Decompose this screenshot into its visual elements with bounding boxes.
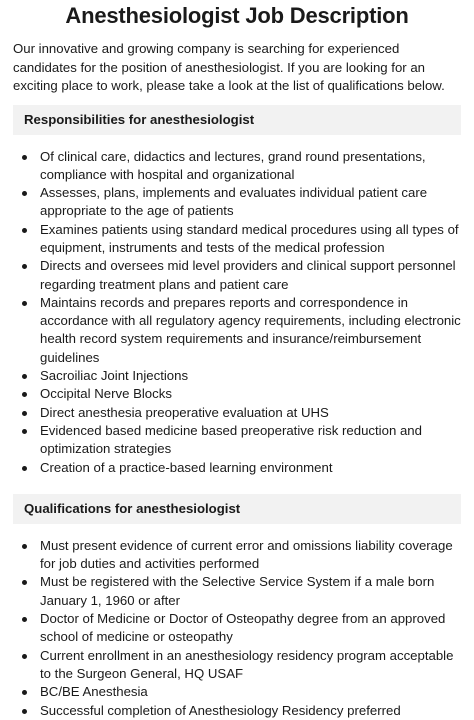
- list-item-text: Doctor of Medicine or Doctor of Osteopathy degree from an approved school of medicine or osteopathy: [40, 611, 446, 645]
- page-title: Anesthesiologist Job Description: [65, 3, 409, 28]
- bullet-icon: [22, 411, 27, 416]
- bullet-icon: [22, 580, 27, 585]
- list-item-text: Must be registered with the Selective Service System if a male born January 1, 1960 or after: [40, 574, 435, 608]
- responsibilities-heading: Responsibilities for anesthesiologist: [24, 112, 255, 127]
- qualifications-heading: Qualifications for anesthesiologist: [24, 501, 241, 517]
- list-item: [13, 257, 461, 294]
- list-item: [13, 537, 461, 574]
- responsibilities-header: [13, 105, 461, 135]
- bullet-icon: [22, 191, 27, 196]
- list-item-text: Sacroiliac Joint Injections: [40, 368, 189, 384]
- bullet-icon: [22, 654, 27, 659]
- bullet-icon: [22, 709, 27, 714]
- list-item-text: Creation of a practice-based learning environment: [40, 459, 333, 475]
- list-item: [13, 573, 461, 610]
- list-item: [13, 385, 461, 403]
- bullet-icon: [22, 155, 27, 160]
- list-item: [13, 294, 461, 367]
- list-item-text: Must present evidence of current error and omissions liability coverage for job duties and activities performed: [40, 537, 453, 572]
- list-item-text: Current enrollment in an anesthesiology residency program acceptable to the Surgeon General, HQ USAF: [40, 647, 454, 681]
- section-divider: [13, 477, 461, 485]
- qualifications-list: [13, 537, 461, 720]
- bullet-icon: [22, 264, 27, 269]
- list-item: [13, 148, 461, 185]
- list-item: [13, 683, 461, 701]
- bullet-icon: [22, 228, 27, 233]
- list-item: [13, 221, 461, 258]
- list-item-text: Occipital Nerve Blocks: [40, 386, 172, 402]
- list-item: [13, 647, 461, 684]
- bullet-icon: [22, 429, 27, 434]
- list-item: [13, 422, 461, 459]
- list-item-text: Direct anesthesia preoperative evaluation at UHS: [40, 404, 329, 420]
- bullet-icon: [22, 374, 27, 379]
- list-item: [13, 459, 461, 477]
- bullet-icon: [22, 466, 27, 471]
- bullet-icon: [22, 392, 27, 397]
- bullet-icon: [22, 544, 27, 549]
- list-item-text: Examines patients using standard medical procedures using all types of equipment, instruments and tests of the medical profession: [40, 221, 459, 255]
- list-item-text: Of clinical care, didactics and lectures, grand round presentations, compliance with hospital and organizational: [40, 148, 426, 182]
- list-item: [13, 367, 461, 385]
- list-item: [13, 610, 461, 647]
- bullet-icon: [22, 690, 27, 695]
- intro-paragraph: Our innovative and growing company is searching for experienced candidates for the position of anesthesiologist. If you are looking for an exciting place to work, please take a look at the list of qualifications below.: [13, 41, 445, 93]
- list-item-text: Successful completion of Anesthesiology Residency preferred: [40, 702, 401, 718]
- list-item-text: Maintains records and prepares reports and correspondence in accordance with all regulatory agency requirements, including electronic health record system requirements and insurance/reimbursement guidelines: [40, 294, 461, 365]
- list-item-text: Assesses, plans, implements and evaluates individual patient care appropriate to the age of patients: [40, 185, 428, 219]
- list-item: [13, 702, 461, 720]
- bullet-icon: [22, 301, 27, 306]
- qualifications-header: [13, 494, 461, 524]
- list-item-text: Evidenced based medicine based preoperative risk reduction and optimization strategies: [40, 422, 422, 457]
- list-item-text: BC/BE Anesthesia: [40, 684, 148, 700]
- list-item: [13, 404, 461, 422]
- list-item-text: Directs and oversees mid level providers and clinical support personnel regarding treatment plans and patient care: [40, 258, 456, 292]
- bullet-icon: [22, 617, 27, 622]
- list-item: [13, 184, 461, 221]
- responsibilities-list: [13, 148, 461, 477]
